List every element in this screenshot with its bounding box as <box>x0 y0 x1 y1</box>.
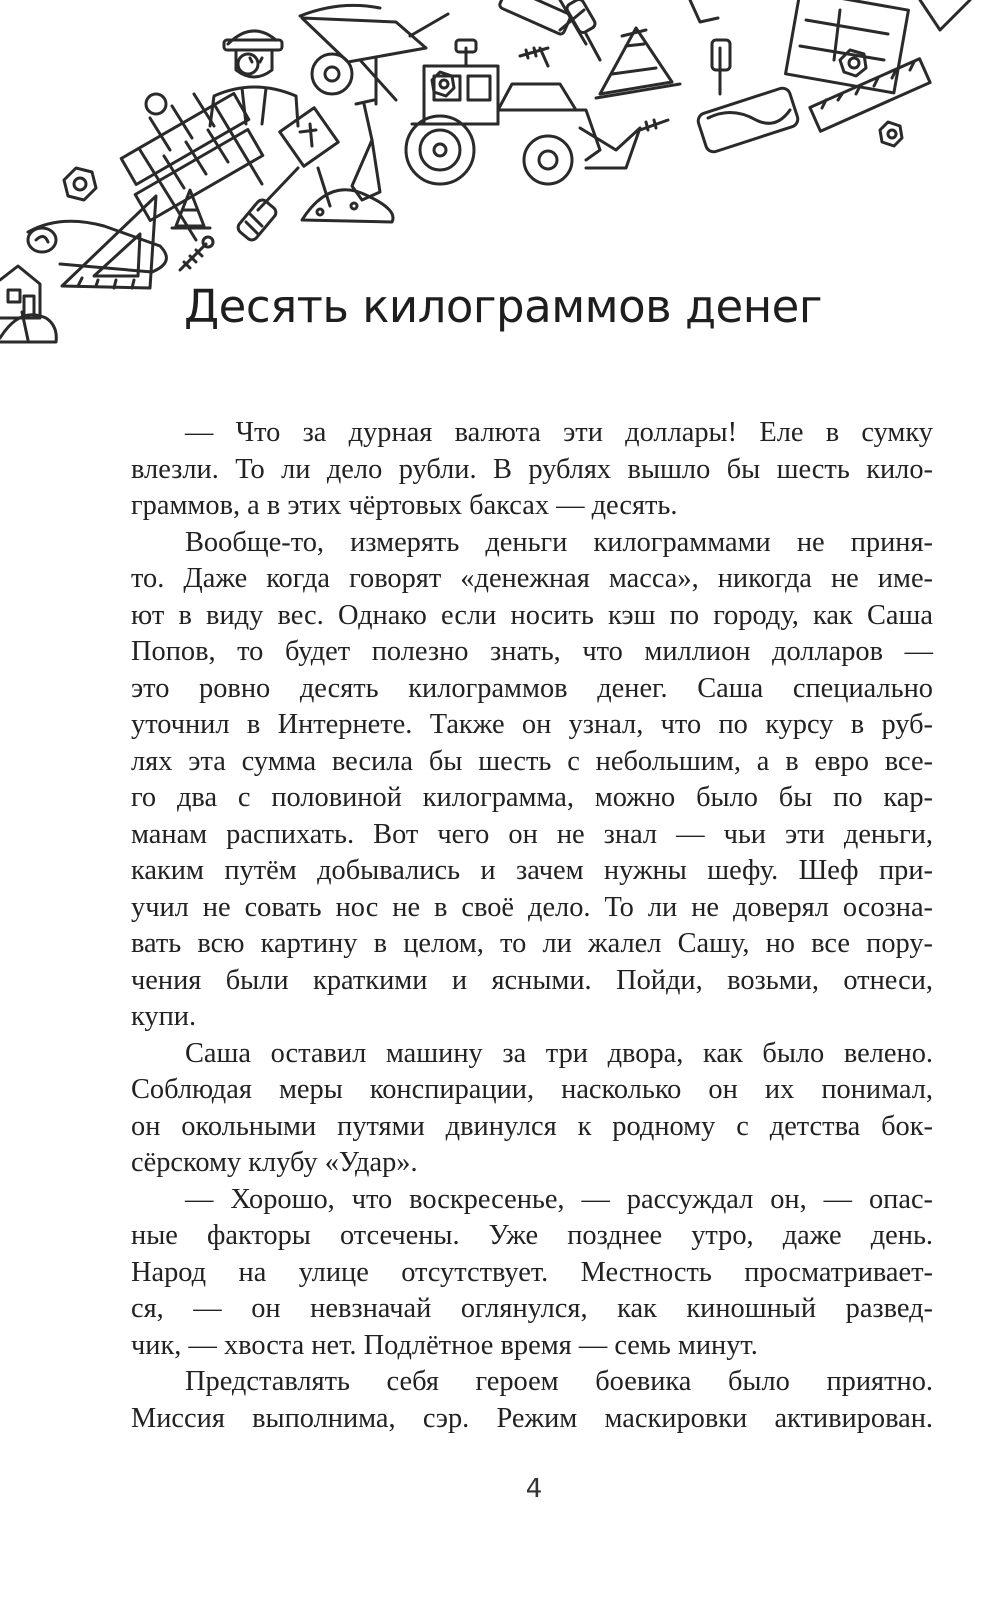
paint-roller-icon <box>696 40 800 154</box>
text-line: граммов, а в этих чёртовых баксах — десять. <box>131 490 678 521</box>
text-line: — Что за дурная валюта эти доллары! Еле в сумку <box>185 417 933 448</box>
road-sign-icon <box>280 108 338 206</box>
triangle-ruler-icon <box>62 196 156 288</box>
shovel-icon <box>302 100 393 222</box>
text-line: каким путём добывались и зачем нужны шефу. Шеф при- <box>131 855 933 886</box>
chapter-body <box>131 415 933 1437</box>
text-line: Вообще-то, измерять деньги килограммами не приня- <box>185 526 933 558</box>
text-line: лях эта сумма весила бы шесть с небольшим, а в евро все- <box>131 745 933 777</box>
page-number: 4 <box>525 1474 543 1504</box>
chapter-title: Десять килограммов денег <box>184 280 822 333</box>
text-line: уточнил в Интернете. Также он узнал, что по курсу в руб- <box>131 709 933 740</box>
tractor-icon <box>406 40 640 184</box>
traffic-cone-icon <box>596 28 680 98</box>
ruler-icon <box>810 0 970 131</box>
text-line: сёрскому клубу «Удар». <box>131 1147 418 1178</box>
text-line: купи. <box>131 1001 197 1032</box>
text-line: Представлять себя героем боевика было приятно. <box>185 1366 933 1397</box>
text-line: ся, — он невзначай оглянулся, как киношный развед- <box>131 1293 933 1324</box>
text-line: ют в виду вес. Однако если носить кэш по городу, как Саша <box>131 599 933 631</box>
text-line: чик, — хвоста нет. Подлётное время — семь минут. <box>131 1329 758 1361</box>
text-line: — Хорошо, что воскресенье, — рассуждал он, — опас- <box>185 1183 933 1215</box>
text-line: Народ на улице отсутствует. Местность просматривает- <box>131 1256 933 1288</box>
text-line: учил не совать нос не в своё дело. То ли не доверял осозна- <box>131 891 933 923</box>
wheelbarrow-icon <box>300 5 448 104</box>
text-line: Попов, то будет полезно знать, что миллион долларов — <box>131 636 933 667</box>
blueprint-roll-icon <box>28 221 166 272</box>
text-line: манам распихать. Вот чего он не знал — чьи эти деньги, <box>131 818 933 850</box>
screwdriver-icon <box>560 0 597 44</box>
text-line: чения были краткими и ясными. Пойди, возьми, отнеси, <box>131 964 933 996</box>
text-line: Саша оставил машину за три двора, как было велено. <box>185 1037 933 1069</box>
text-line: вать всю картину в целом, то ли жалел Сашу, но все пору- <box>131 928 933 959</box>
screwdriver-icon <box>236 168 298 242</box>
text-line: ные факторы отсечены. Уже позднее утро, даже день. <box>131 1220 933 1251</box>
text-line: он окольными путями двинулся к родному с детства бок- <box>131 1110 933 1142</box>
text-line: это ровно десять килограммов денег. Саша специально <box>131 672 933 704</box>
text-line: го два с половиной килограмма, можно было бы по кар- <box>131 782 933 813</box>
text-line: Миссия выполнима, сэр. Режим маскировки активирован. <box>131 1402 933 1434</box>
text-line: то. Даже когда говорят «денежная масса», никогда не име- <box>131 563 933 594</box>
hammer-icon <box>499 0 718 60</box>
text-line: Соблюдая меры конспирации, насколько он их понимал, <box>131 1074 933 1105</box>
construction-worker-icon <box>210 31 298 126</box>
road-barrier-icon <box>121 54 263 240</box>
blueprint-roll-icon <box>786 0 909 93</box>
text-line: влезли. То ли дело рубли. В рублях вышло бы шесть кило- <box>131 453 933 485</box>
house-icon <box>0 266 40 318</box>
